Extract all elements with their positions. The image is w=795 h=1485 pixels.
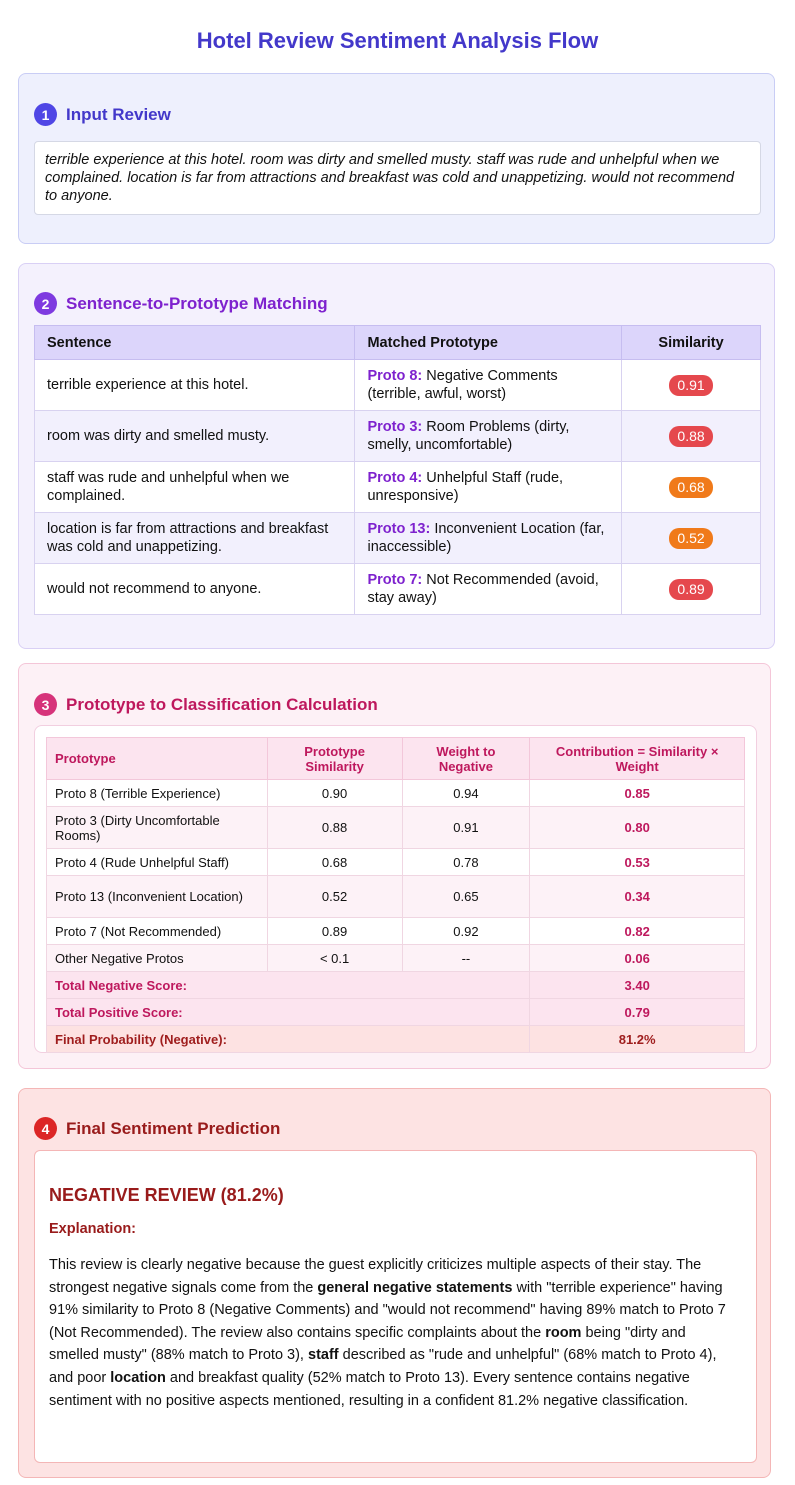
explanation-segment: and breakfast quality (52% match to Proto 13). Every sentence contains negative sentiment with no positive aspects mentioned, resulting in a confident 81.2% negative classification.	[49, 1369, 690, 1409]
matching-title: Sentence-to-Prototype Matching	[66, 293, 328, 313]
calculation-header	[34, 693, 378, 716]
prototype-description: Not Recommended (avoid, stay away)	[367, 572, 599, 606]
prediction-title: Final Sentiment Prediction	[66, 1118, 281, 1138]
step-number-badge: 2	[34, 292, 57, 315]
final-probability-row	[47, 1026, 745, 1053]
calculation-row	[47, 807, 745, 849]
prototype-description: Negative Comments (terrible, awful, worst)	[367, 368, 558, 402]
similarity-cell	[622, 564, 761, 615]
total-negative-label: Total Negative Score:	[47, 972, 530, 999]
similarity-cell: 0.88	[267, 807, 402, 849]
prototype-description: Inconvenient Location (far, inaccessible)	[367, 521, 605, 555]
prototype-id: Proto 4:	[367, 470, 423, 486]
prototype-id: Proto 8:	[367, 368, 423, 384]
similarity-cell: 0.52	[267, 876, 402, 918]
similarity-badge: 0.88	[669, 426, 712, 447]
explanation-emphasis: general negative statements	[317, 1279, 513, 1296]
contribution-cell: 0.53	[530, 849, 745, 876]
explanation-segment: This review is clearly negative because the guest explicitly criticizes multiple aspects of their stay. The strongest negative signals come from the	[49, 1257, 702, 1296]
calculation-row	[47, 780, 745, 807]
similarity-badge: 0.52	[669, 528, 712, 549]
weight-cell: 0.65	[402, 876, 530, 918]
input-review-title: Input Review	[66, 104, 171, 124]
explanation-emphasis: location	[110, 1369, 166, 1386]
column-header: Contribution = Similarity × Weight	[530, 738, 745, 780]
similarity-cell	[622, 411, 761, 462]
prototype-description: Unhelpful Staff (rude, unresponsive)	[367, 470, 564, 504]
matching-table	[34, 325, 761, 615]
matching-row	[35, 564, 761, 615]
weight-cell: 0.78	[402, 849, 530, 876]
explanation-emphasis: staff	[308, 1347, 339, 1364]
step-number-badge: 4	[34, 1117, 57, 1140]
contribution-cell: 0.06	[530, 945, 745, 972]
prototype-cell	[355, 513, 622, 564]
total-positive-value: 0.79	[530, 999, 745, 1026]
prototype-id: Proto 13:	[367, 521, 431, 537]
contribution-cell: 0.80	[530, 807, 745, 849]
sentence-cell: room was dirty and smelled musty.	[35, 411, 355, 462]
total-positive-row	[47, 999, 745, 1026]
calculation-table-header	[47, 738, 745, 780]
explanation-segment: being "dirty and smelled musty" (88% match to Proto 3),	[49, 1324, 686, 1364]
total-positive-label: Total Positive Score:	[47, 999, 530, 1026]
column-header: Similarity	[622, 326, 761, 360]
calculation-row	[47, 945, 745, 972]
column-header: Prototype Similarity	[267, 738, 402, 780]
contribution-cell: 0.85	[530, 780, 745, 807]
step-number-badge: 1	[34, 103, 57, 126]
explanation-emphasis: room	[545, 1324, 582, 1341]
prototype-cell: Proto 13 (Inconvenient Location)	[47, 876, 268, 918]
prototype-cell	[355, 564, 622, 615]
matching-row	[35, 462, 761, 513]
prediction-card	[34, 1150, 757, 1463]
page-title: Hotel Review Sentiment Analysis Flow	[196, 28, 599, 53]
explanation-text	[49, 1254, 739, 1412]
column-header: Prototype	[47, 738, 268, 780]
column-header: Weight to Negative	[402, 738, 530, 780]
prototype-cell: Proto 3 (Dirty Uncomfortable Rooms)	[47, 807, 268, 849]
final-probability-label: Final Probability (Negative):	[47, 1026, 530, 1053]
similarity-cell	[622, 360, 761, 411]
prototype-cell: Other Negative Protos	[47, 945, 268, 972]
input-review-section	[18, 73, 775, 244]
total-negative-value: 3.40	[530, 972, 745, 999]
matching-row	[35, 513, 761, 564]
prototype-description: Room Problems (dirty, smelly, uncomfortable)	[367, 419, 570, 453]
sentence-cell: terrible experience at this hotel.	[35, 360, 355, 411]
review-text-box: terrible experience at this hotel. room was dirty and smelled musty. staff was rude and unhelpful when we complained. location is far from attractions and breakfast was cold and unappetizing. would not recommend to anyone.	[34, 141, 761, 215]
prediction-result: NEGATIVE REVIEW (81.2%)	[49, 1185, 284, 1205]
matching-section	[18, 263, 775, 649]
similarity-cell: < 0.1	[267, 945, 402, 972]
calculation-row	[47, 876, 745, 918]
similarity-cell: 0.68	[267, 849, 402, 876]
prototype-cell	[355, 360, 622, 411]
weight-cell: 0.94	[402, 780, 530, 807]
sentence-cell: staff was rude and unhelpful when we complained.	[35, 462, 355, 513]
contribution-cell: 0.82	[530, 918, 745, 945]
matching-row	[35, 411, 761, 462]
prototype-id: Proto 3:	[367, 419, 423, 435]
sentence-cell: would not recommend to anyone.	[35, 564, 355, 615]
similarity-cell: 0.89	[267, 918, 402, 945]
explanation-segment: with "terrible experience" having 91% similarity to Proto 8 (Negative Comments) and "would not recommend" having 89% match to Proto 7 (Not Recommended). The review also contains specific complaints about the	[49, 1279, 726, 1341]
calculation-section	[18, 663, 771, 1069]
calculation-card	[34, 725, 757, 1053]
calculation-table	[46, 737, 745, 1053]
weight-cell: --	[402, 945, 530, 972]
explanation-label: Explanation:	[49, 1221, 137, 1237]
prototype-cell: Proto 8 (Terrible Experience)	[47, 780, 268, 807]
similarity-cell: 0.90	[267, 780, 402, 807]
column-header: Matched Prototype	[355, 326, 622, 360]
contribution-cell: 0.34	[530, 876, 745, 918]
explanation-segment: described as "rude and unhelpful" (68% match to Proto 4), and poor	[49, 1347, 717, 1386]
prototype-id: Proto 7:	[367, 572, 423, 588]
prediction-section	[18, 1088, 771, 1478]
similarity-badge: 0.91	[669, 375, 712, 396]
calculation-row	[47, 918, 745, 945]
similarity-badge: 0.89	[669, 579, 712, 600]
input-review-header	[34, 103, 171, 126]
matching-header	[34, 292, 328, 315]
total-negative-row	[47, 972, 745, 999]
matching-row	[35, 360, 761, 411]
sentence-cell: location is far from attractions and breakfast was cold and unappetizing.	[35, 513, 355, 564]
prototype-cell: Proto 4 (Rude Unhelpful Staff)	[47, 849, 268, 876]
similarity-cell	[622, 462, 761, 513]
matching-table-header	[35, 326, 761, 360]
calculation-title: Prototype to Classification Calculation	[66, 694, 378, 714]
weight-cell: 0.92	[402, 918, 530, 945]
prototype-cell: Proto 7 (Not Recommended)	[47, 918, 268, 945]
calculation-row	[47, 849, 745, 876]
prediction-header	[34, 1117, 280, 1140]
similarity-badge: 0.68	[669, 477, 712, 498]
column-header: Sentence	[35, 326, 355, 360]
step-number-badge: 3	[34, 693, 57, 716]
prototype-cell	[355, 462, 622, 513]
weight-cell: 0.91	[402, 807, 530, 849]
similarity-cell	[622, 513, 761, 564]
final-probability-value: 81.2%	[530, 1026, 745, 1053]
prototype-cell	[355, 411, 622, 462]
